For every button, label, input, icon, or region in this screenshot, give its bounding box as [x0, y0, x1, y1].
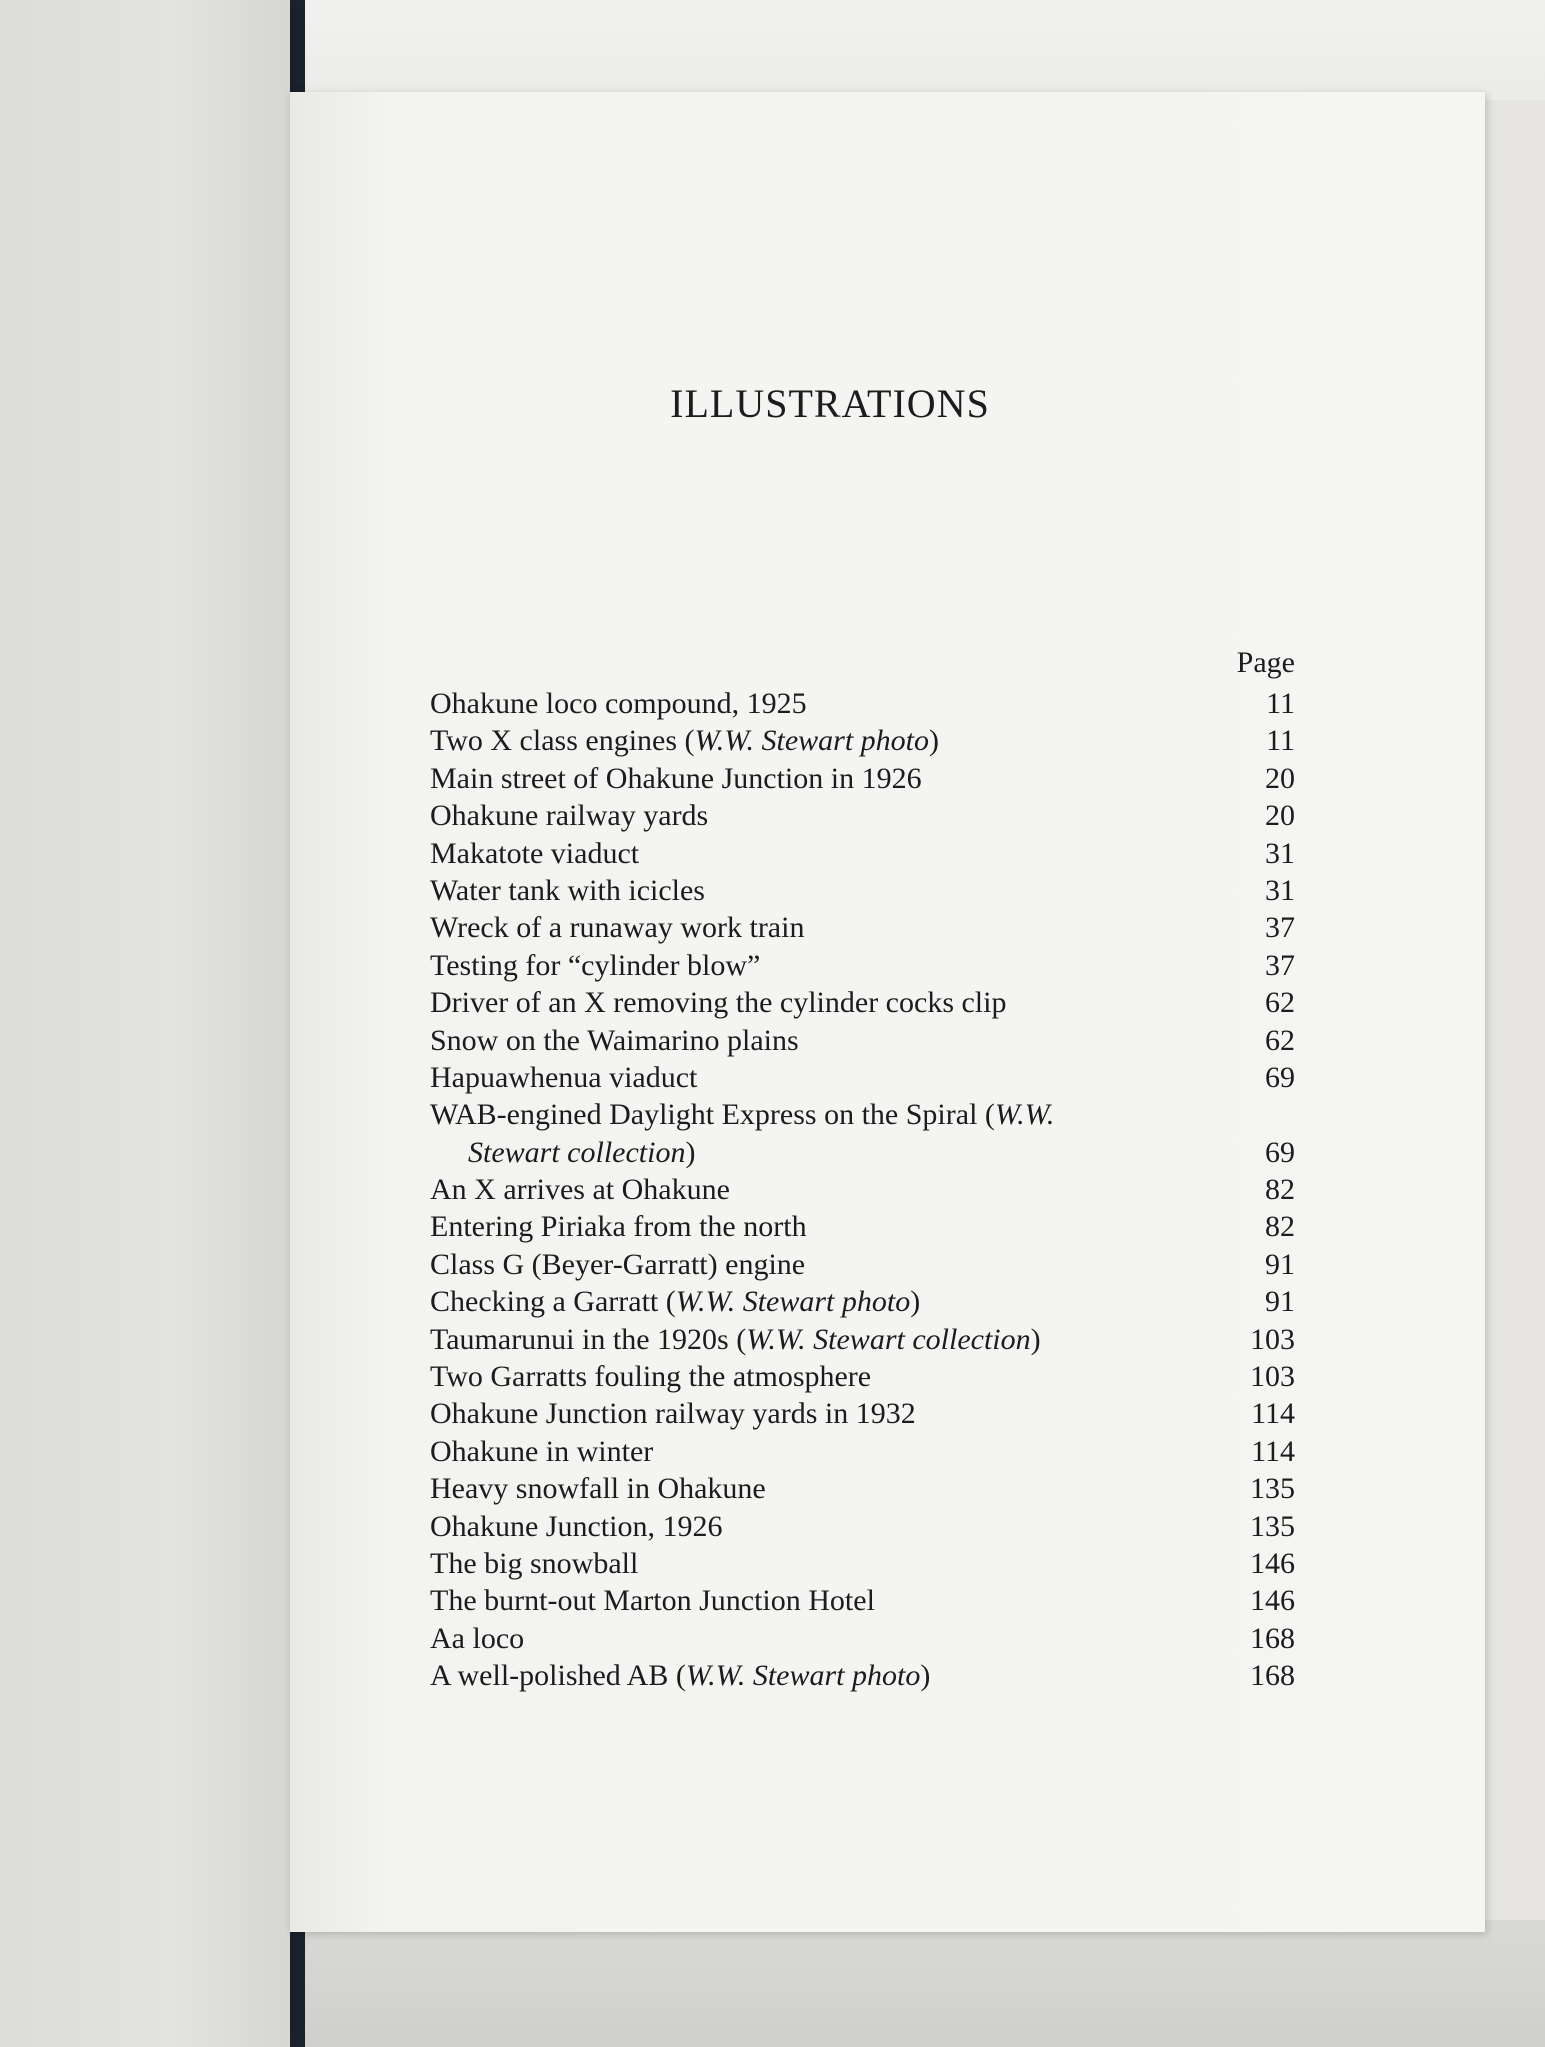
illustrations-list: [430, 685, 1295, 1695]
entry-title: The big snowball: [430, 1547, 639, 1580]
entry-page: 91: [1265, 1285, 1295, 1319]
entry-title: Testing for “cylinder blow”: [430, 948, 761, 982]
entry-title: Ohakune Junction, 1926: [430, 1509, 723, 1543]
list-item: [430, 1657, 1295, 1694]
list-item: [430, 1508, 1295, 1545]
entry-page: 31: [1265, 836, 1295, 870]
entry-title: Two X class engines (W.W. Stewart photo): [430, 724, 940, 758]
entry-title: The burnt-out Marton Junction Hotel: [430, 1584, 875, 1618]
entry-title: Ohakune Junction railway yards in 1932: [430, 1397, 916, 1431]
entry-title: Class G (Beyer-Garratt) engine: [430, 1247, 806, 1281]
page-title: ILLUSTRATIONS: [670, 381, 990, 426]
entry-title: A well-polished AB (W.W. Stewart photo): [430, 1659, 931, 1693]
entry-page: 135: [1250, 1472, 1295, 1506]
left-page: [0, 0, 290, 2047]
entry-page: 69: [1265, 1060, 1295, 1094]
entry-title: Ohakune railway yards: [430, 799, 709, 833]
entry-page: 62: [1265, 986, 1295, 1020]
entry-title: Water tank with icicles: [430, 873, 705, 907]
list-item: [430, 947, 1295, 984]
entry-credit: W.W. Stewart photo: [675, 1285, 911, 1319]
entry-page: 168: [1250, 1659, 1295, 1693]
entry-page: 11: [1266, 687, 1295, 720]
entry-page: 82: [1265, 1210, 1295, 1244]
list-item: [430, 1620, 1295, 1657]
entry-title: An X arrives at Ohakune: [430, 1173, 730, 1207]
list-item: [430, 1208, 1295, 1245]
list-item: [430, 1582, 1295, 1619]
entry-title: Main street of Ohakune Junction in 1926: [430, 761, 922, 795]
entry-title: Entering Piriaka from the north: [430, 1210, 807, 1244]
entry-page: 103: [1250, 1360, 1295, 1394]
entry-page: 91: [1265, 1247, 1295, 1281]
entry-page: 69: [1265, 1135, 1295, 1169]
list-item: [430, 797, 1295, 834]
list-item: [430, 909, 1295, 946]
entry-title: Snow on the Waimarino plains: [430, 1023, 799, 1057]
entry-page: 168: [1250, 1621, 1295, 1655]
list-item: [430, 1022, 1295, 1059]
list-item: [430, 722, 1295, 759]
entry-title: Hapuawhenua viaduct: [430, 1060, 698, 1094]
list-item: [430, 1395, 1295, 1432]
entry-page: 103: [1250, 1322, 1295, 1356]
entry-page: 82: [1265, 1173, 1295, 1207]
list-item: [430, 1358, 1295, 1395]
entry-title: Ohakune in winter: [430, 1434, 654, 1468]
entry-page: 31: [1265, 873, 1295, 907]
entry-page: 62: [1265, 1023, 1295, 1057]
entry-title: Two Garratts fouling the atmosphere: [430, 1360, 872, 1394]
list-item: [430, 1470, 1295, 1507]
entry-title: Driver of an X removing the cylinder cocks clip: [430, 986, 1007, 1020]
entry-title: Heavy snowfall in Ohakune: [430, 1472, 766, 1506]
list-item: [430, 984, 1295, 1021]
list-item: [430, 1321, 1295, 1358]
list-item: [430, 1059, 1295, 1096]
entry-credit: W.W. Stewart photo: [694, 724, 930, 758]
entry-title: Checking a Garratt (W.W. Stewart photo): [430, 1285, 921, 1319]
list-item: [430, 1433, 1295, 1470]
entry-credit: W.W. Stewart photo: [685, 1659, 921, 1693]
entry-title: Makatote viaduct: [430, 836, 640, 870]
list-item: [430, 760, 1295, 797]
entry-page: 20: [1265, 761, 1295, 795]
list-item: [430, 685, 1295, 722]
entry-credit-continued: Stewart collection: [468, 1135, 686, 1169]
entry-title: WAB-engined Daylight Express on the Spiral (W.W. Stewart collection): [430, 1098, 1055, 1169]
list-item: [430, 872, 1295, 909]
entry-page: 11: [1266, 724, 1295, 758]
entry-title: Aa loco: [430, 1621, 525, 1655]
list-item: [430, 1096, 1295, 1171]
entry-page: 37: [1265, 948, 1295, 982]
list-item: [430, 1246, 1295, 1283]
entry-page: 114: [1251, 1434, 1295, 1468]
list-item: [430, 1171, 1295, 1208]
entry-credit: W.W. Stewart collection: [746, 1322, 1031, 1356]
entry-page: 114: [1251, 1397, 1295, 1431]
entry-title: Ohakune loco compound, 1925: [430, 687, 807, 720]
entry-page: 37: [1265, 911, 1295, 945]
entry-page: 146: [1250, 1547, 1295, 1580]
entry-title: Taumarunui in the 1920s (W.W. Stewart collection): [430, 1322, 1041, 1356]
entry-credit: W.W.: [994, 1098, 1055, 1132]
list-item: [430, 1283, 1295, 1320]
entry-page: 135: [1250, 1509, 1295, 1543]
entry-page: 20: [1265, 799, 1295, 833]
list-item: [430, 835, 1295, 872]
page-column-label: Page: [1236, 646, 1295, 679]
entry-title: Wreck of a runaway work train: [430, 911, 805, 945]
list-item: [430, 1545, 1295, 1582]
entry-page: 146: [1250, 1584, 1295, 1618]
